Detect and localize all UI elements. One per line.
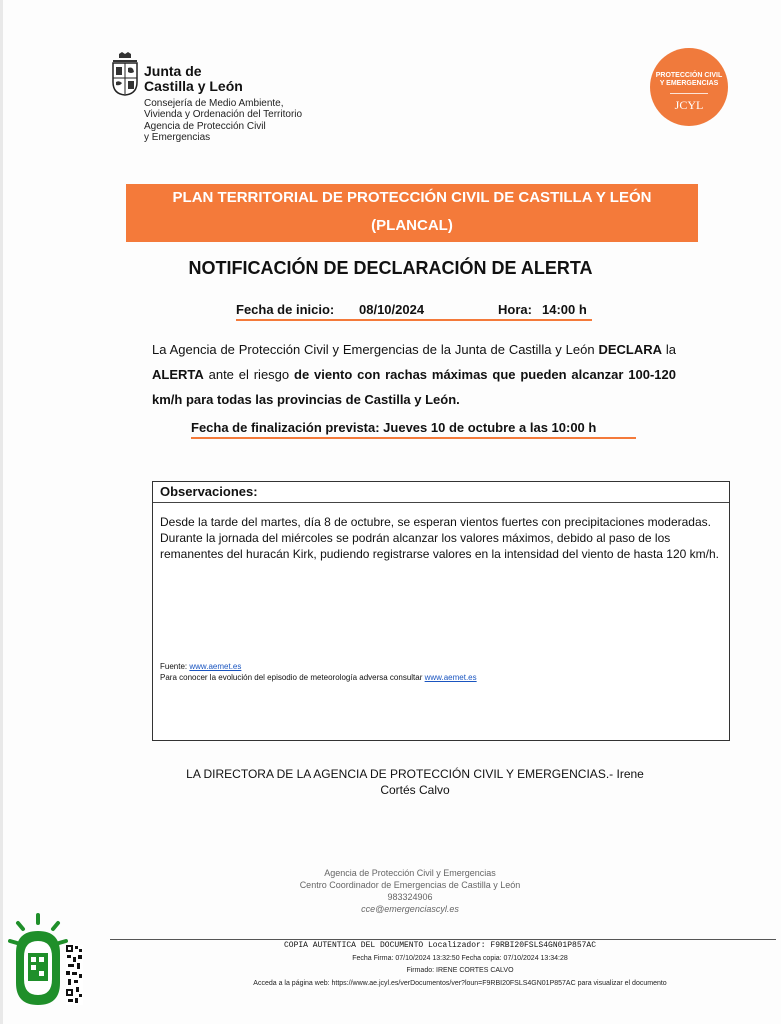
end-date-underline <box>191 437 636 439</box>
declaration-paragraph: La Agencia de Protección Civil y Emergencias de la Junta de Castilla y León DECLARA la ALERTA ante el riesgo de viento con rachas máximas que pueden alcanzar 100-120 km/h para todas las provincias de Castilla y León. <box>152 342 677 407</box>
signed-by: Firmado: IRENE CORTES CALVO <box>406 967 514 974</box>
contact-block <box>0 867 781 915</box>
consejeria-name: Consejería de Medio Ambiente, Vivienda y Ordenación del Territorio <box>144 98 303 120</box>
hour-value: 14:00 h <box>542 302 587 317</box>
plan-title: PLAN TERRITORIAL DE PROTECCIÓN CIVIL DE CASTILLA Y LEÓN <box>172 189 652 206</box>
seal-sun-icon <box>8 913 68 1011</box>
jcyl-logo <box>110 50 330 150</box>
agency-name: Agencia de Protección Civil y Emergencias <box>144 121 266 143</box>
signature-line1: LA DIRECTORA DE LA AGENCIA DE PROTECCIÓN CIVIL Y EMERGENCIAS.- Irene <box>186 767 644 781</box>
signature-line2: Cortés Calvo <box>380 783 450 797</box>
observations-text: Desde la tarde del martes, día 8 de octubre, se esperan vientos fuertes con precipitaciones moderadas. Durante la jornada del miércoles se podrán alcanzar los valores máximos, debido al paso de los remanentes del huracán Kirk, pudiendo registrarse valores en la intensidad del viento de hasta 120 km/h. <box>160 515 720 561</box>
observations-box <box>152 481 730 741</box>
contact-email: cce@emergenciascyl.es <box>361 904 459 914</box>
date-underline <box>236 319 592 321</box>
hour-label: Hora: <box>498 302 532 317</box>
end-date-text: Fecha de finalización prevista: Jueves 10 de octubre a las 10:00 h <box>191 420 597 435</box>
proteccion-civil-badge <box>650 48 728 126</box>
start-date-value: 08/10/2024 <box>359 302 425 317</box>
badge-divider <box>670 93 708 94</box>
aemet-consult-link[interactable]: www.aemet.es <box>424 673 477 682</box>
qr-code[interactable] <box>66 945 83 1005</box>
verification-url: Acceda a la página web: https://www.ae.jcyl.es/verDocumentos/ver?loun=F9RBI20FSLS4GN01P857AC para visualizar el documento <box>253 980 667 987</box>
start-date-label: Fecha de inicio: <box>236 302 335 317</box>
badge-text: PROTECCIÓN CIVIL Y EMERGENCIAS <box>655 72 723 87</box>
alerta-word: ALERTA <box>152 367 204 382</box>
observations-title: Observaciones: <box>160 484 258 499</box>
contact-phone: 983324906 <box>387 892 433 902</box>
risk-description: de viento con rachas máximas que pueden alcanzar 100-120 km/h para todas las provincias de Castilla y León. <box>152 367 677 407</box>
end-date-row <box>191 420 636 435</box>
observations-divider <box>153 502 729 503</box>
declara-word: DECLARA <box>598 342 663 357</box>
authentic-copy-line: COPIA AUTENTICA DEL DOCUMENTO Localizador: F9RBI20FSLS4GN01P857AC <box>283 941 597 950</box>
org-name: Junta de Castilla y León <box>144 63 243 94</box>
contact-center: Centro Coordinador de Emergencias de Castilla y León <box>299 880 521 890</box>
contact-agency: Agencia de Protección Civil y Emergencias <box>324 868 496 878</box>
observations-source: Fuente: www.aemet.es Para conocer la evolución del episodio de meteorología adversa consultar www.aemet.es <box>160 662 477 682</box>
document-title: NOTIFICACIÓN DE DECLARACIÓN DE ALERTA <box>188 258 593 278</box>
plan-title-band <box>126 184 698 242</box>
signature-dates: Fecha Firma: 07/10/2024 13:32:50 Fecha copia: 07/10/2024 13:34:28 <box>352 955 568 962</box>
aemet-source-link[interactable]: www.aemet.es <box>189 662 242 671</box>
plan-acronym: (PLANCAL) <box>371 217 453 234</box>
signature-block <box>160 766 670 798</box>
start-date-row <box>236 302 592 322</box>
coat-of-arms-icon <box>110 52 140 96</box>
badge-jcyl: JCYL <box>674 98 704 112</box>
footer-divider <box>110 939 776 940</box>
